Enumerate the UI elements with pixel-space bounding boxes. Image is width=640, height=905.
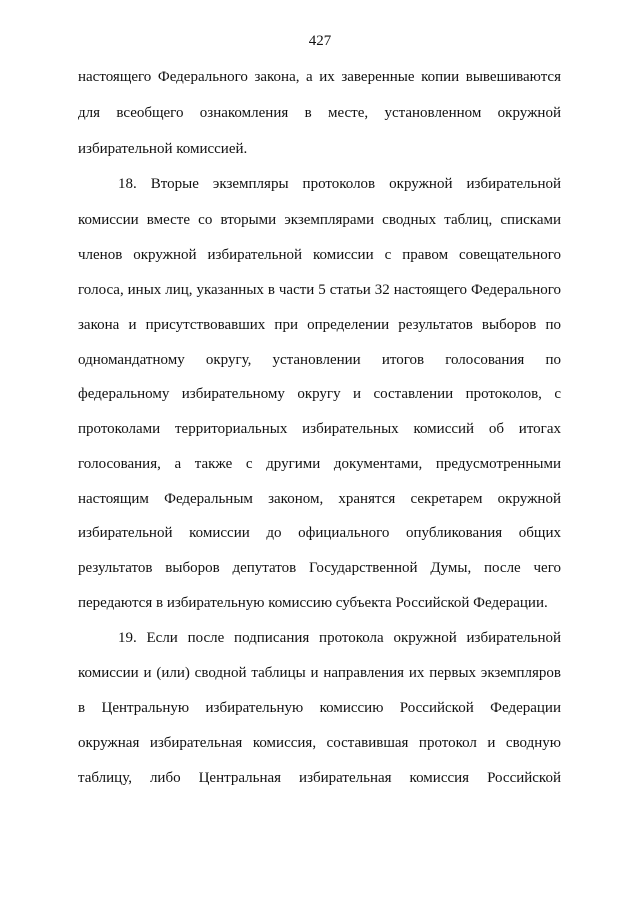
text-line: настоящего Федерального закона, а их заверенные копии вывешиваются bbox=[78, 69, 561, 85]
page-number: 427 bbox=[308, 33, 332, 49]
text-line: избирательной комиссии до официального опубликования общих bbox=[78, 525, 561, 541]
text-line: для всеобщего ознакомления в месте, установленном окружной bbox=[78, 105, 561, 121]
text-line: федеральному избирательному округу и составлении протоколов, с bbox=[78, 386, 561, 402]
text-line: таблицу, либо Центральная избирательная комиссия Российской bbox=[78, 770, 561, 786]
text-line: голосования, а также с другими документами, предусмотренными bbox=[78, 456, 561, 472]
text-line: настоящим Федеральным законом, хранятся секретарем окружной bbox=[78, 491, 561, 507]
text-line: избирательной комиссией. bbox=[78, 141, 248, 157]
text-line: закона и присутствовавших при определении результатов выборов по bbox=[78, 317, 561, 333]
text-line: комиссии и (или) сводной таблицы и направления их первых экземпляров bbox=[78, 665, 561, 681]
text-line: в Центральную избирательную комиссию Российской Федерации bbox=[78, 700, 561, 716]
text-line: протоколами территориальных избирательных комиссий об итогах bbox=[78, 421, 561, 437]
text-line: одномандатному округу, установлении итогов голосования по bbox=[78, 352, 561, 368]
paragraph-19-first-line: 19. Если после подписания протокола окружной избирательной bbox=[118, 630, 561, 646]
paragraph-18-first-line: 18. Вторые экземпляры протоколов окружной избирательной bbox=[118, 176, 561, 192]
text-line: членов окружной избирательной комиссии с правом совещательного bbox=[78, 247, 561, 263]
text-line: результатов выборов депутатов Государственной Думы, после чего bbox=[78, 560, 561, 576]
text-line: передаются в избирательную комиссию субъекта Российской Федерации. bbox=[78, 595, 548, 611]
text-line: окружная избирательная комиссия, составившая протокол и сводную bbox=[78, 735, 561, 751]
text-line: голоса, иных лиц, указанных в части 5 статьи 32 настоящего Федерального bbox=[78, 282, 561, 298]
text-line: комиссии вместе со вторыми экземплярами сводных таблиц, списками bbox=[78, 212, 561, 228]
